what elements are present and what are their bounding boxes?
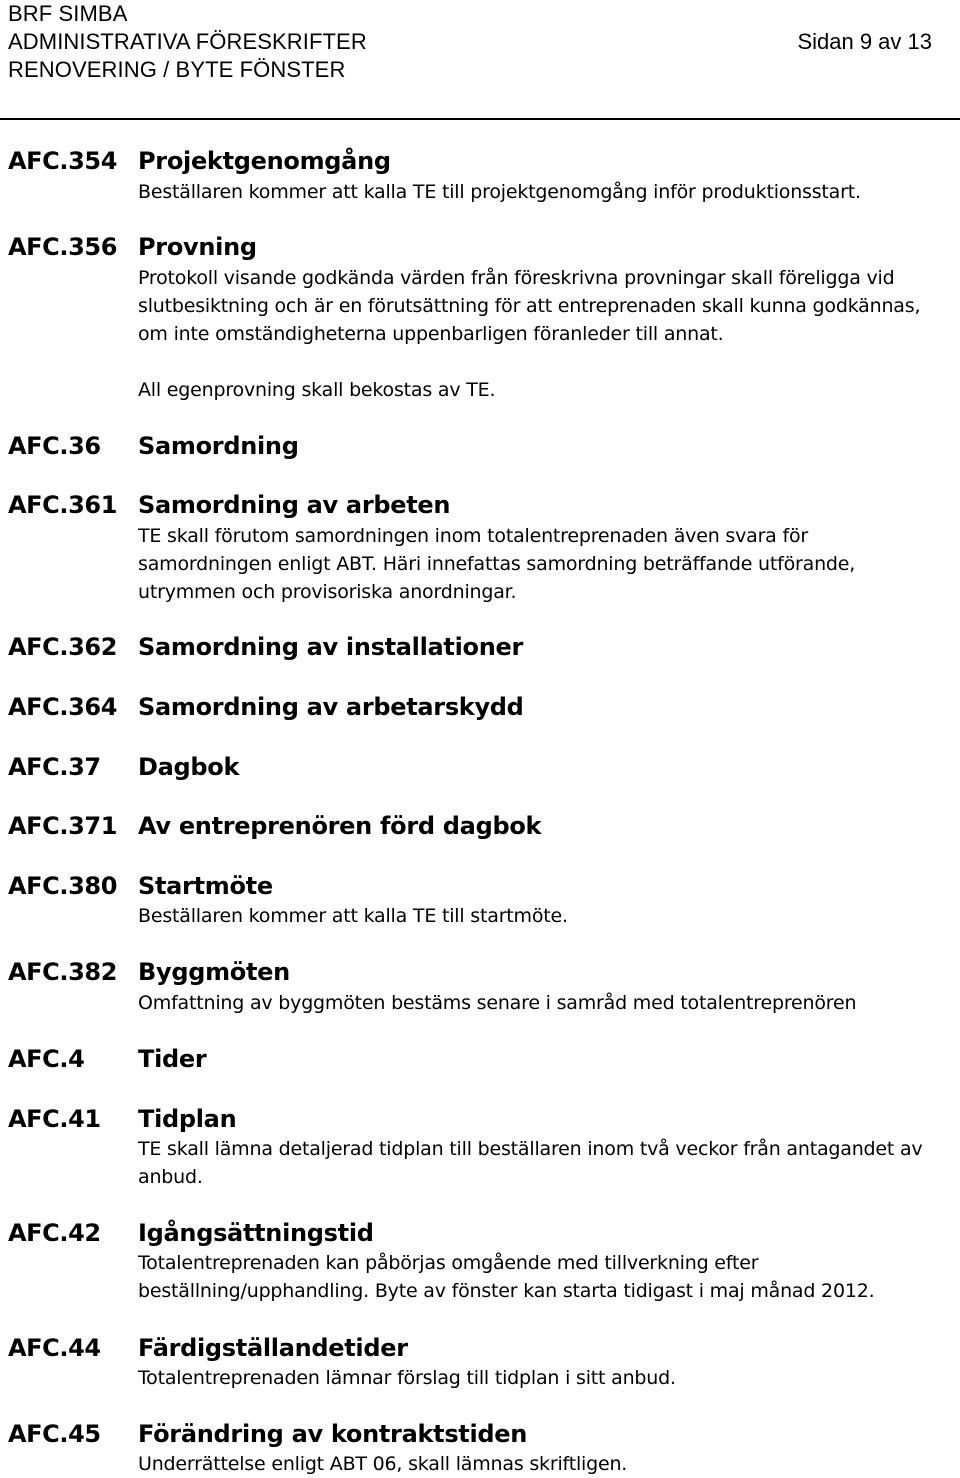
section-code: AFC.354 — [8, 147, 117, 175]
section-title: Samordning — [138, 432, 299, 460]
section-title: Av entreprenören förd dagbok — [138, 812, 542, 840]
section-text: Beställaren kommer att kalla TE till startmöte. — [138, 905, 568, 927]
section-text-2: All egenprovning skall bekostas av TE. — [138, 379, 496, 401]
section-code: AFC.371 — [8, 812, 117, 840]
section-title: Tidplan — [138, 1105, 237, 1133]
section-code: AFC.362 — [8, 633, 117, 661]
section-text: Beställaren kommer att kalla TE till projektgenomgång inför produktionsstart. — [138, 181, 861, 203]
section-title: Färdigställandetider — [138, 1334, 408, 1362]
section-text: Totalentreprenaden lämnar förslag till tidplan i sitt anbud. — [138, 1367, 676, 1389]
section-text: TE skall lämna detaljerad tidplan till beställaren inom två veckor från antagandet av anbud. — [138, 1138, 923, 1188]
section-code: AFC.37 — [8, 753, 101, 781]
section-code: AFC.364 — [8, 693, 117, 721]
section-title: Förändring av kontraktstiden — [138, 1420, 528, 1448]
section-title: Samordning av installationer — [138, 633, 524, 661]
section-title: Tider — [138, 1045, 207, 1073]
section-code: AFC.36 — [8, 432, 101, 460]
section-title: Samordning av arbetarskydd — [138, 693, 524, 721]
section-code: AFC.44 — [8, 1334, 101, 1362]
section-title: Igångsättningstid — [138, 1219, 374, 1247]
header-divider — [0, 118, 960, 120]
section-title: Samordning av arbeten — [138, 491, 451, 519]
section-code: AFC.356 — [8, 233, 117, 261]
section-text: Underrättelse enligt ABT 06, skall lämnas skriftligen. — [138, 1453, 628, 1475]
section-code: AFC.4 — [8, 1045, 85, 1073]
section-text: TE skall förutom samordningen inom totalentreprenaden även svara för samordningen enligt ABT. Häri innefattas samordning beträffande utförande, utrymmen och provisoriska anordningar. — [138, 525, 856, 603]
section-code: AFC.382 — [8, 958, 117, 986]
section-code: AFC.41 — [8, 1105, 101, 1133]
section-text: Totalentreprenaden kan påbörjas omgående med tillverkning efter beställning/upphandling. Byte av fönster kan starta tidigast i maj månad 2012. — [138, 1252, 875, 1302]
section-code: AFC.42 — [8, 1219, 101, 1247]
section-title: Startmöte — [138, 872, 273, 900]
section-code: AFC.361 — [8, 491, 117, 519]
section-title: Byggmöten — [138, 958, 290, 986]
header-subject: RENOVERING / BYTE FÖNSTER — [8, 57, 346, 82]
header-org: BRF SIMBA — [8, 1, 128, 26]
section-code: AFC.380 — [8, 872, 117, 900]
section-text: Omfattning av byggmöten bestäms senare i samråd med totalentreprenören — [138, 992, 857, 1014]
section-text: Protokoll visande godkända värden från föreskrivna provningar skall föreligga vid slutbesiktning och är en förutsättning för att entreprenaden skall kunna godkännas, om inte omständigheterna uppenbarligen föranleder till annat. — [138, 267, 921, 345]
section-title: Provning — [138, 233, 257, 261]
section-code: AFC.45 — [8, 1420, 101, 1448]
section-title: Projektgenomgång — [138, 147, 391, 175]
page-number: Sidan 9 av 13 — [797, 29, 932, 54]
section-title: Dagbok — [138, 753, 240, 781]
header-doc-title: ADMINISTRATIVA FÖRESKRIFTER — [8, 29, 367, 54]
